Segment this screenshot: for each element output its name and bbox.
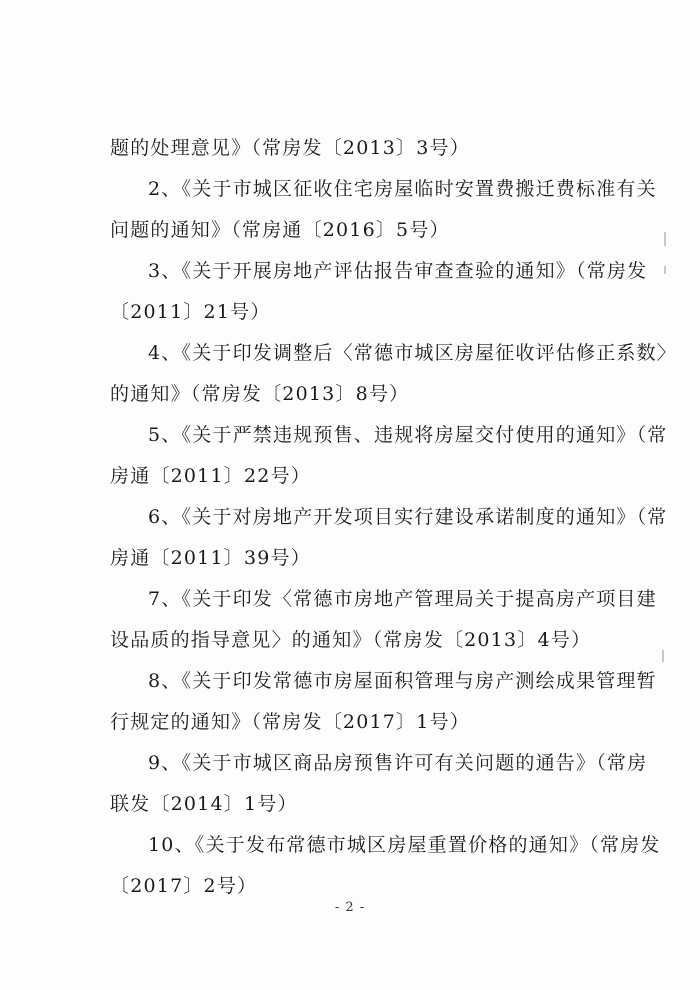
list-item-4-line-2: 的通知》（常房发〔2013〕8号） bbox=[110, 383, 410, 405]
list-item-7-line-1: 7、《关于印发〈常德市房地产管理局关于提高房产项目建 bbox=[148, 588, 657, 610]
scan-speck bbox=[662, 650, 664, 662]
list-item-2-line-2: 问题的通知》（常房通〔2016〕5号） bbox=[110, 219, 450, 241]
list-item-8-line-2: 行规定的通知》（常房发〔2017〕1号） bbox=[110, 711, 470, 733]
scan-speck bbox=[664, 232, 666, 246]
list-item-10-line-2: 〔2017〕2号） bbox=[110, 875, 258, 897]
list-item-2-line-1: 2、《关于市城区征收住宅房屋临时安置费搬迁费标准有关 bbox=[148, 178, 657, 200]
list-item-9-line-2: 联发〔2014〕1号） bbox=[110, 793, 298, 815]
list-item-4-line-1: 4、《关于印发调整后〈常德市城区房屋征收评估修正系数〉 bbox=[148, 342, 677, 364]
page-number: - 2 - bbox=[334, 900, 366, 915]
list-item-7-line-2: 设品质的指导意见〉的通知》（常房发〔2013〕4号） bbox=[110, 629, 592, 651]
list-item-9-line-1: 9、《关于市城区商品房预售许可有关问题的通告》（常房 bbox=[148, 752, 648, 774]
list-item-3-line-1: 3、《关于开展房地产评估报告审查查验的通知》（常房发 bbox=[148, 260, 648, 282]
text-line: 题的处理意见》（常房发〔2013〕3号） bbox=[110, 137, 470, 159]
list-item-6-line-2: 房通〔2011〕39号） bbox=[110, 547, 311, 569]
list-item-8-line-1: 8、《关于印发常德市房屋面积管理与房产测绘成果管理暂 bbox=[148, 670, 657, 692]
list-item-5-line-2: 房通〔2011〕22号） bbox=[110, 465, 311, 487]
scan-speck bbox=[664, 266, 666, 274]
list-item-6-line-1: 6、《关于对房地产开发项目实行建设承诺制度的通知》（常 bbox=[148, 506, 668, 528]
list-item-3-line-2: 〔2011〕21号） bbox=[110, 301, 271, 323]
document-body bbox=[110, 128, 677, 907]
list-item-5-line-1: 5、《关于严禁违规预售、违规将房屋交付使用的通知》（常 bbox=[148, 424, 668, 446]
list-item-10-line-1: 10、《关于发布常德市城区房屋重置价格的通知》（常房发 bbox=[148, 834, 661, 856]
